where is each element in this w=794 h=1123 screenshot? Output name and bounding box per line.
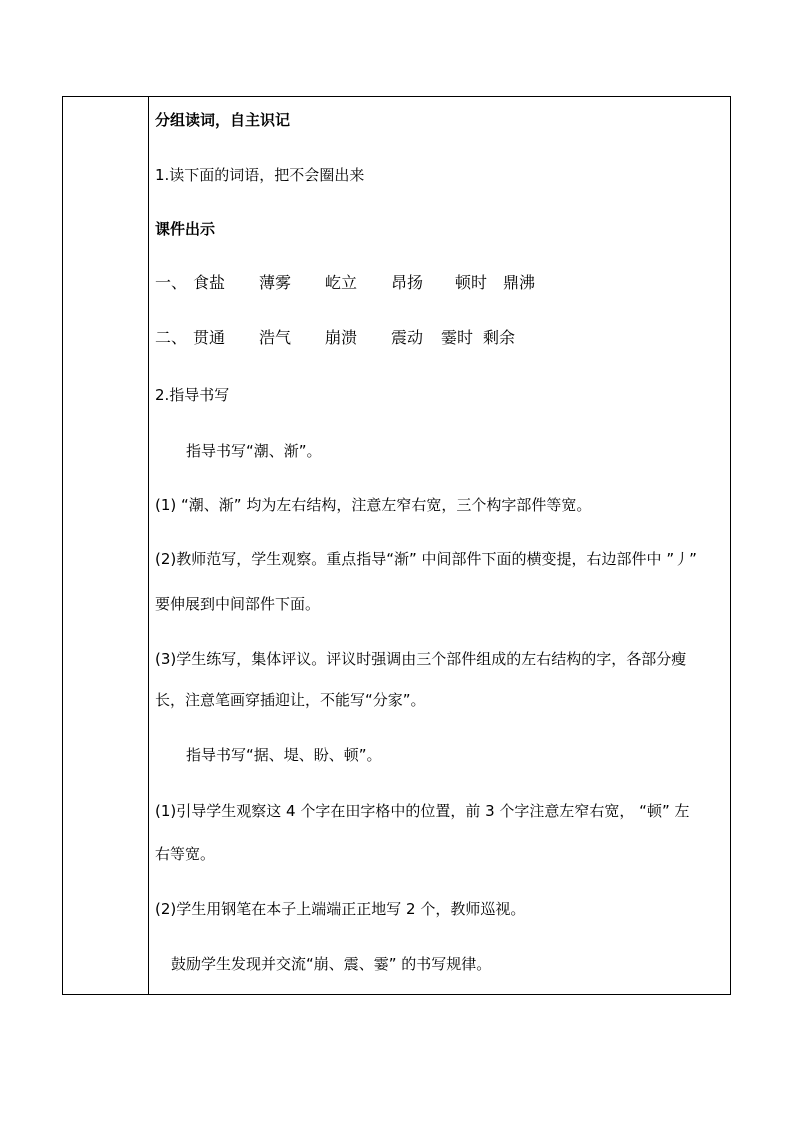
word-item: 昂扬 bbox=[391, 273, 424, 292]
word-item: 剩余 bbox=[483, 328, 516, 347]
word-item: 贯通 bbox=[193, 328, 226, 347]
courseware-label: 课件出示 bbox=[155, 220, 216, 238]
guide-2-item-1-line-2: 右等宽。 bbox=[155, 845, 216, 863]
word-item: 食盐 bbox=[193, 273, 226, 292]
guide-2-item-2: (2)学生用钢笔在本子上端端正正地写 2 个，教师巡视。 bbox=[155, 900, 526, 918]
step-2-text: 2.指导书写 bbox=[155, 386, 230, 404]
word-item: 薄雾 bbox=[259, 273, 292, 292]
word-row-1-prefix: 一、 bbox=[155, 273, 188, 292]
guide-2-item-1-line-1: (1)引导学生观察这 4 个字在田字格中的位置，前 3 个字注意左窄右宽， “顿” 左 bbox=[155, 802, 690, 820]
word-row-2-prefix: 二、 bbox=[155, 328, 188, 347]
step-1-text: 1.读下面的词语，把不会圈出来 bbox=[155, 166, 365, 184]
word-row-1 bbox=[155, 273, 535, 293]
guide-1-item-2-line-2: 要伸展到中间部件下面。 bbox=[155, 595, 321, 613]
guide-2-title: 指导书写“据、堤、盼、顿”。 bbox=[186, 746, 382, 764]
word-row-2 bbox=[155, 328, 515, 348]
word-item: 崩溃 bbox=[325, 328, 358, 347]
closing-text: 鼓励学生发现并交流“崩、震、霎” 的书写规律。 bbox=[171, 955, 492, 973]
word-item: 顿时 bbox=[455, 273, 488, 292]
guide-1-title: 指导书写“潮、渐”。 bbox=[186, 442, 322, 460]
section-heading: 分组读词，自主识记 bbox=[155, 111, 291, 129]
column-divider bbox=[148, 97, 149, 994]
guide-1-item-1: (1) “潮、渐” 均为左右结构，注意左窄右宽，三个构字部件等宽。 bbox=[155, 496, 592, 514]
word-item: 霎时 bbox=[441, 328, 474, 347]
guide-1-item-2-line-1: (2)教师范写，学生观察。重点指导“渐” 中间部件下面的横变提，右边部件中 ”丿” bbox=[155, 550, 697, 568]
word-item: 震动 bbox=[391, 328, 424, 347]
word-item: 鼎沸 bbox=[503, 273, 536, 292]
guide-1-item-3-line-1: (3)学生练写，集体评议。评议时强调由三个部件组成的左右结构的字，各部分瘦 bbox=[155, 650, 687, 668]
guide-1-item-3-line-2: 长，注意笔画穿插迎让，不能写“分家”。 bbox=[155, 691, 426, 709]
word-item: 浩气 bbox=[259, 328, 292, 347]
word-item: 屹立 bbox=[325, 273, 358, 292]
